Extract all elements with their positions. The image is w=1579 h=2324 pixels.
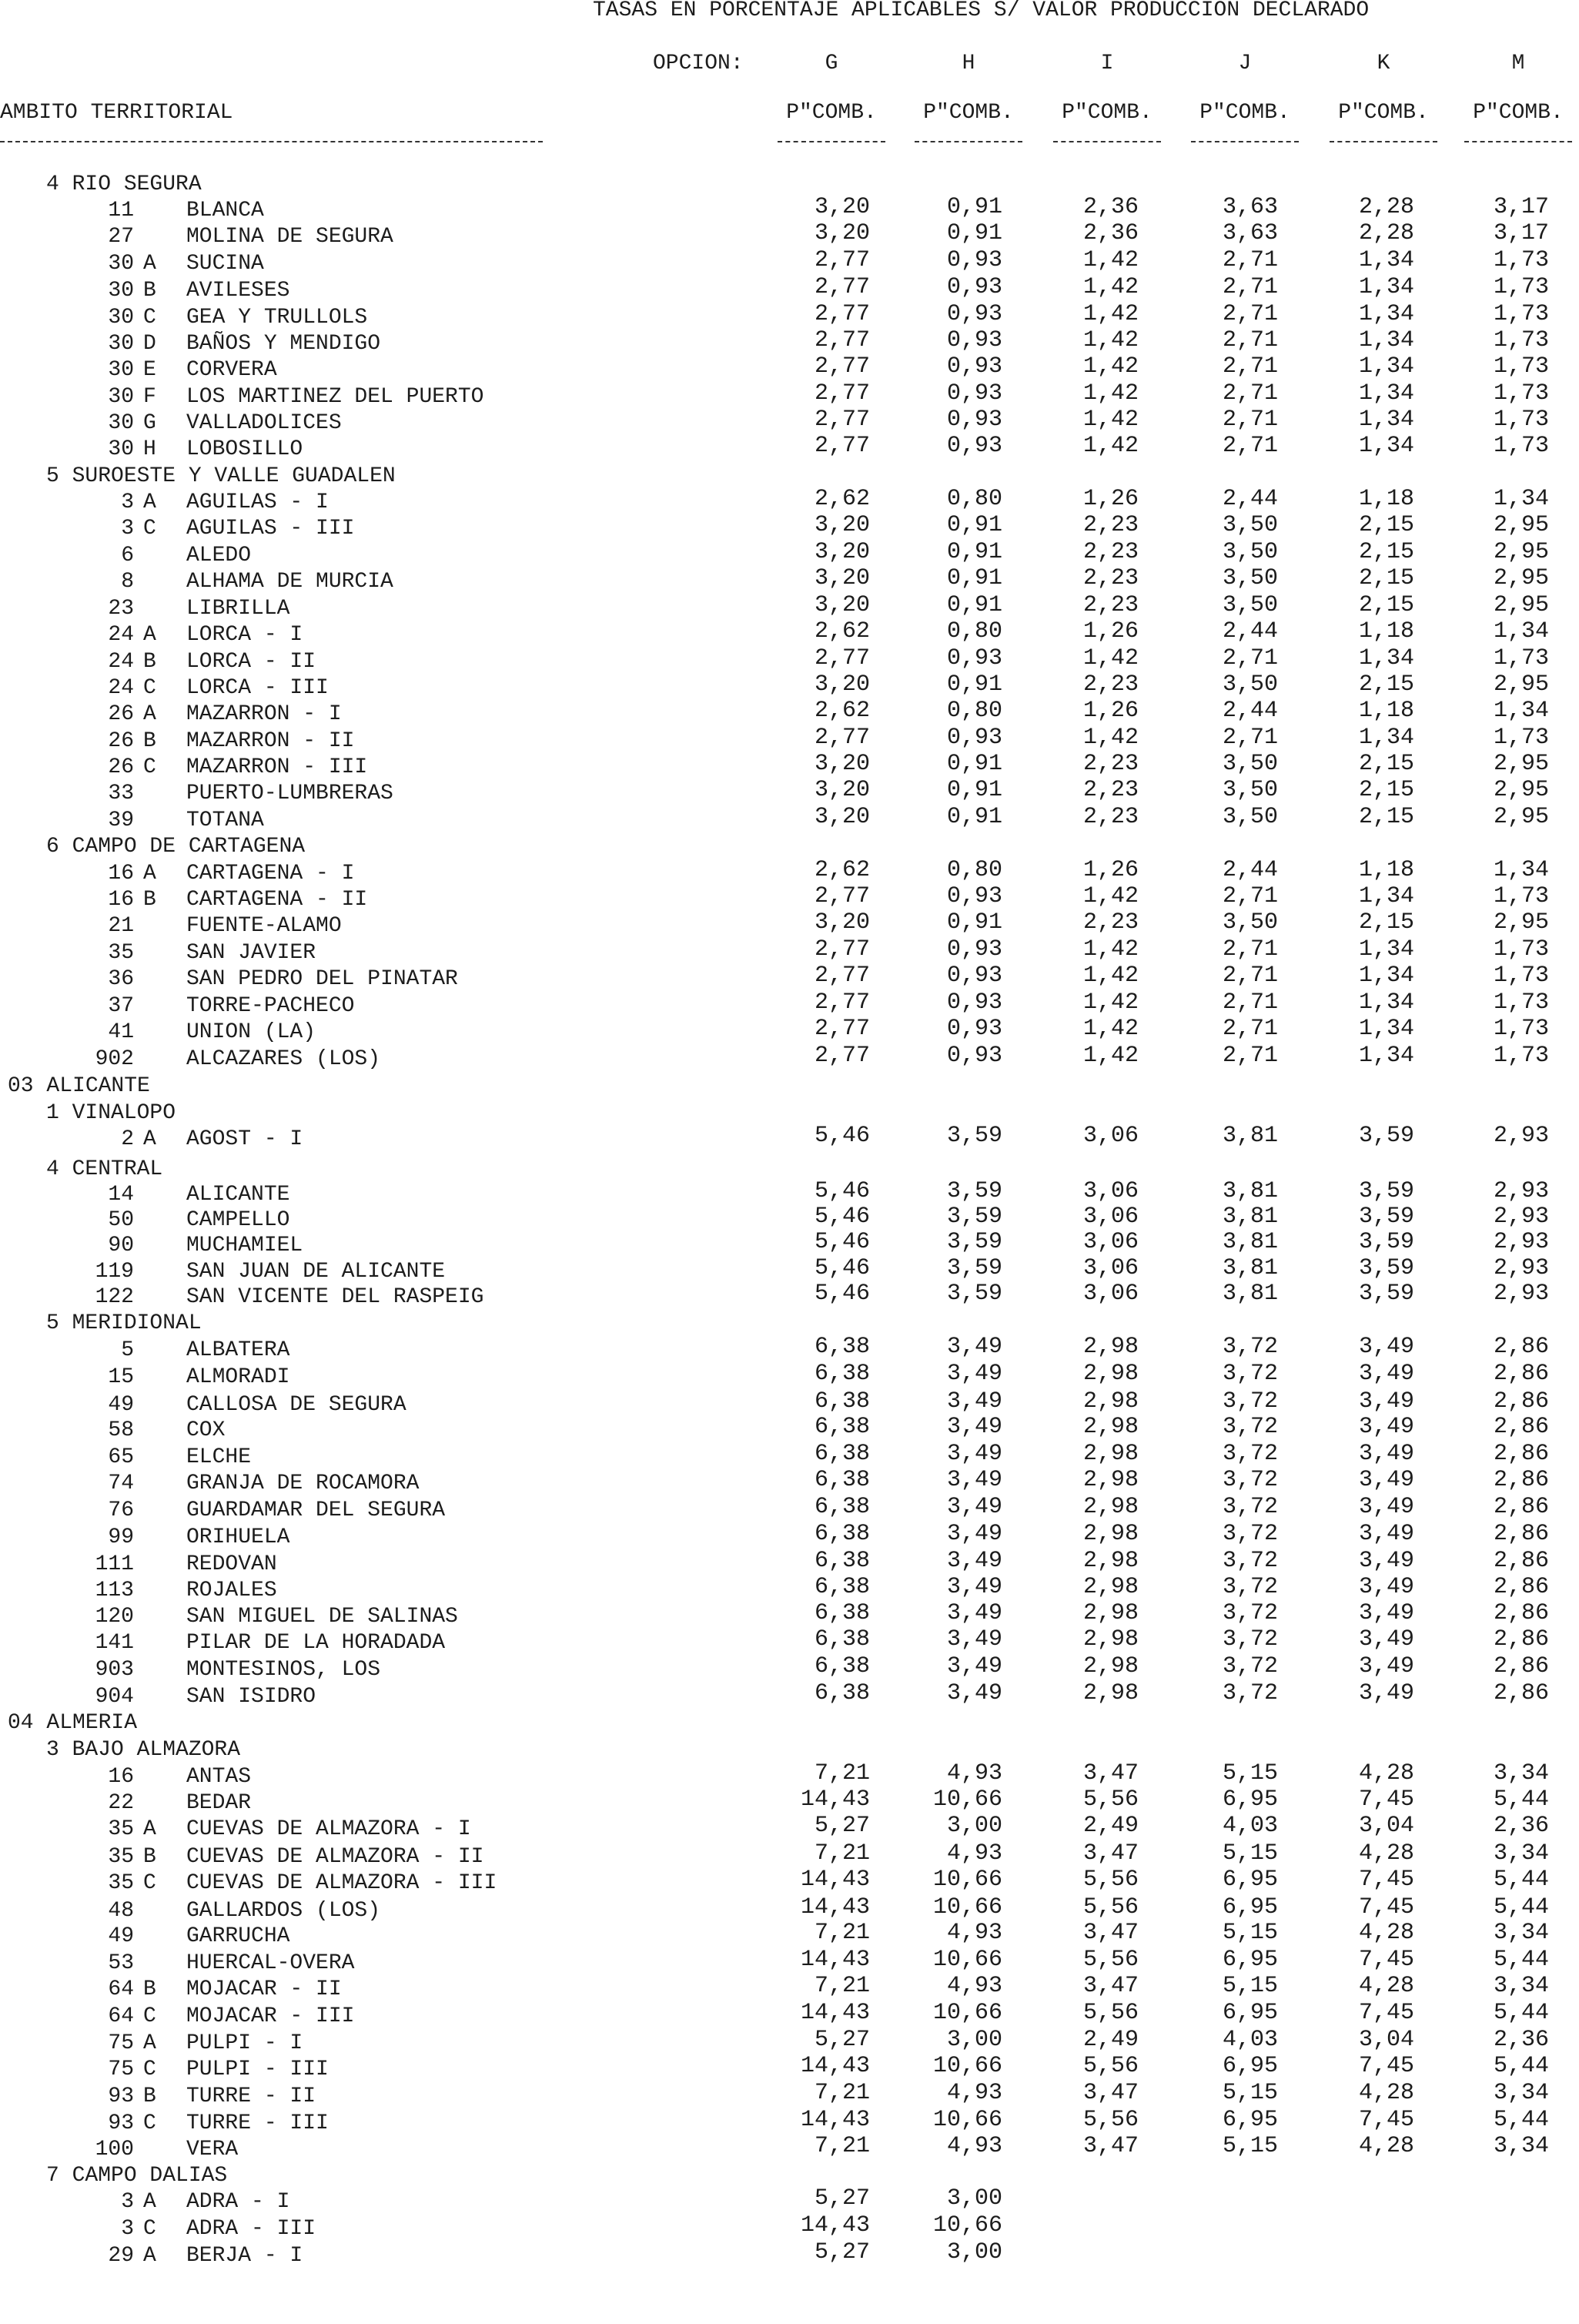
zone-letter: A	[143, 1127, 156, 1151]
municipality-name: GARRUCHA	[186, 1924, 290, 1948]
municipality-name: SUCINA	[186, 252, 264, 276]
municipality-name: LIBRILLA	[186, 597, 290, 621]
municipality-name: MOJACAR - II	[186, 1977, 342, 2001]
municipality-name: AGUILAS - III	[186, 517, 355, 541]
municipality-name: COX	[186, 1418, 226, 1442]
zone-letter: B	[143, 1977, 156, 2001]
municipality-name: ROJALES	[186, 1579, 277, 1602]
municipality-name: TURRE - III	[186, 2111, 329, 2135]
zone-letter: B	[143, 1845, 156, 1869]
municipality-name: SAN JAVIER	[186, 941, 316, 965]
municipality-name: CARTAGENA - I	[186, 862, 355, 886]
zone-letter: C	[143, 2111, 156, 2135]
column-rule-k	[1330, 141, 1437, 142]
zone-letter: C	[143, 2217, 156, 2241]
municipality-name: MAZARRON - III	[186, 755, 368, 779]
zone-letter: C	[143, 517, 156, 541]
comarca-heading: 7 CAMPO DALIAS	[46, 2164, 228, 2188]
municipality-name: ANTAS	[186, 1765, 252, 1789]
province-heading: 04 ALMERIA	[8, 1711, 138, 1735]
municipality-name: REDOVAN	[186, 1552, 277, 1576]
header-rule	[0, 141, 543, 142]
column-rule-m	[1464, 141, 1572, 142]
municipality-name: BEDAR	[186, 1791, 252, 1815]
zone-letter: A	[143, 2244, 156, 2268]
municipality-name: ALHAMA DE MURCIA	[186, 570, 393, 594]
comarca-heading: 4 RIO SEGURA	[46, 172, 202, 196]
municipality-name: ADRA - I	[186, 2190, 290, 2214]
municipality-name: CAMPELLO	[186, 1208, 290, 1232]
municipality-name: LORCA - II	[186, 650, 316, 674]
municipality-name: CUEVAS DE ALMAZORA - II	[186, 1845, 484, 1869]
municipality-name: GEA Y TRULLOLS	[186, 306, 368, 330]
province-heading: 03 ALICANTE	[8, 1074, 150, 1098]
zone-letter: E	[143, 358, 156, 382]
municipality-name: HUERCAL-OVERA	[186, 1951, 355, 1975]
municipality-name: BLANCA	[186, 199, 264, 223]
zone-letter: G	[143, 411, 156, 435]
municipality-name: BAÑOS Y MENDIGO	[186, 332, 381, 356]
comarca-heading: 6 CAMPO DE CARTAGENA	[46, 835, 306, 859]
zone-letter: C	[143, 755, 156, 779]
municipality-name: LOS MARTINEZ DEL PUERTO	[186, 385, 484, 409]
municipality-name: BERJA - I	[186, 2244, 303, 2268]
zone-letter: C	[143, 2058, 156, 2081]
municipality-name: PILAR DE LA HORADADA	[186, 1631, 446, 1655]
zone-letter: B	[143, 888, 156, 912]
municipality-name: ALICANTE	[186, 1183, 290, 1207]
municipality-name: ORIHUELA	[186, 1525, 290, 1549]
comarca-heading: 3 BAJO ALMAZORA	[46, 1738, 241, 1762]
zone-letter: A	[143, 702, 156, 726]
municipality-name: ALMORADI	[186, 1365, 290, 1389]
municipality-name: SAN JUAN DE ALICANTE	[186, 1260, 446, 1284]
page-title: TASAS EN PORCENTAJE APLICABLES S/ VALOR PRODUCCION DECLARADO	[593, 0, 1370, 22]
municipality-name: TURRE - II	[186, 2085, 316, 2108]
municipality-name: CARTAGENA - II	[186, 888, 368, 912]
zone-letter: B	[143, 2085, 156, 2108]
zone-letter: B	[143, 729, 156, 753]
municipality-name: GALLARDOS (LOS)	[186, 1899, 381, 1923]
municipality-name: PUERTO-LUMBRERAS	[186, 782, 393, 805]
comarca-heading: 5 SUROESTE Y VALLE GUADALEN	[46, 464, 396, 488]
municipality-name: TORRE-PACHECO	[186, 994, 355, 1018]
zone-letter: A	[143, 623, 156, 647]
zone-letter: A	[143, 491, 156, 514]
municipality-name: GRANJA DE ROCAMORA	[186, 1472, 420, 1495]
ambito-territorial-label: AMBITO TERRITORIAL	[0, 101, 233, 125]
municipality-name: MOLINA DE SEGURA	[186, 225, 393, 249]
opcion-label: OPCION:	[653, 52, 744, 75]
zone-letter: H	[143, 437, 156, 461]
municipality-name: AGUILAS - I	[186, 491, 329, 514]
municipality-name: PULPI - III	[186, 2058, 329, 2081]
zone-letter: F	[143, 385, 156, 409]
municipality-name: MUCHAMIEL	[186, 1234, 303, 1257]
municipality-name: LORCA - I	[186, 623, 303, 647]
municipality-name: CUEVAS DE ALMAZORA - I	[186, 1817, 471, 1841]
municipality-name: ADRA - III	[186, 2217, 316, 2241]
municipality-name: MOJACAR - III	[186, 2004, 355, 2028]
municipality-name: ALCAZARES (LOS)	[186, 1047, 381, 1071]
municipality-name: CUEVAS DE ALMAZORA - III	[186, 1871, 497, 1895]
municipality-name: CALLOSA DE SEGURA	[186, 1393, 406, 1417]
municipality-name: SAN VICENTE DEL RASPEIG	[186, 1285, 484, 1309]
municipality-name: LOBOSILLO	[186, 437, 303, 461]
comarca-heading: 4 CENTRAL	[46, 1157, 163, 1181]
zone-letter: B	[143, 650, 156, 674]
comarca-heading: 5 MERIDIONAL	[46, 1311, 202, 1335]
zone-letter: A	[143, 2190, 156, 2214]
municipality-name: CORVERA	[186, 358, 277, 382]
municipality-name: MONTESINOS, LOS	[186, 1658, 381, 1682]
column-rule-g	[778, 141, 885, 142]
municipality-name: ALEDO	[186, 544, 252, 568]
zone-letter: A	[143, 252, 156, 276]
column-rule-i	[1053, 141, 1161, 142]
municipality-name: VERA	[186, 2138, 239, 2162]
zone-letter: A	[143, 2031, 156, 2055]
comarca-heading: 1 VINALOPO	[46, 1101, 176, 1125]
municipality-name: ELCHE	[186, 1445, 252, 1469]
zone-letter: C	[143, 306, 156, 330]
zone-letter: B	[143, 279, 156, 303]
zone-letter: A	[143, 1817, 156, 1841]
municipality-name: FUENTE-ALAMO	[186, 914, 342, 938]
zone-letter: C	[143, 676, 156, 700]
municipality-name: VALLADOLICES	[186, 411, 342, 435]
municipality-name: SAN PEDRO DEL PINATAR	[186, 967, 458, 991]
municipality-name: MAZARRON - I	[186, 702, 342, 726]
zone-letter: A	[143, 862, 156, 886]
zone-letter: C	[143, 1871, 156, 1895]
municipality-name: AGOST - I	[186, 1127, 303, 1151]
zone-letter: C	[143, 2004, 156, 2028]
municipality-name: PULPI - I	[186, 2031, 303, 2055]
municipality-name: GUARDAMAR DEL SEGURA	[186, 1499, 446, 1522]
municipality-name: LORCA - III	[186, 676, 329, 700]
column-rule-h	[915, 141, 1022, 142]
municipality-name: UNION (LA)	[186, 1020, 316, 1044]
column-rule-j	[1191, 141, 1299, 142]
municipality-name: AVILESES	[186, 279, 290, 303]
municipality-name: SAN ISIDRO	[186, 1685, 316, 1709]
zone-letter: D	[143, 332, 156, 356]
municipality-name: SAN MIGUEL DE SALINAS	[186, 1605, 458, 1629]
municipality-name: MAZARRON - II	[186, 729, 355, 753]
municipality-name: TOTANA	[186, 809, 264, 832]
municipality-name: ALBATERA	[186, 1338, 290, 1362]
